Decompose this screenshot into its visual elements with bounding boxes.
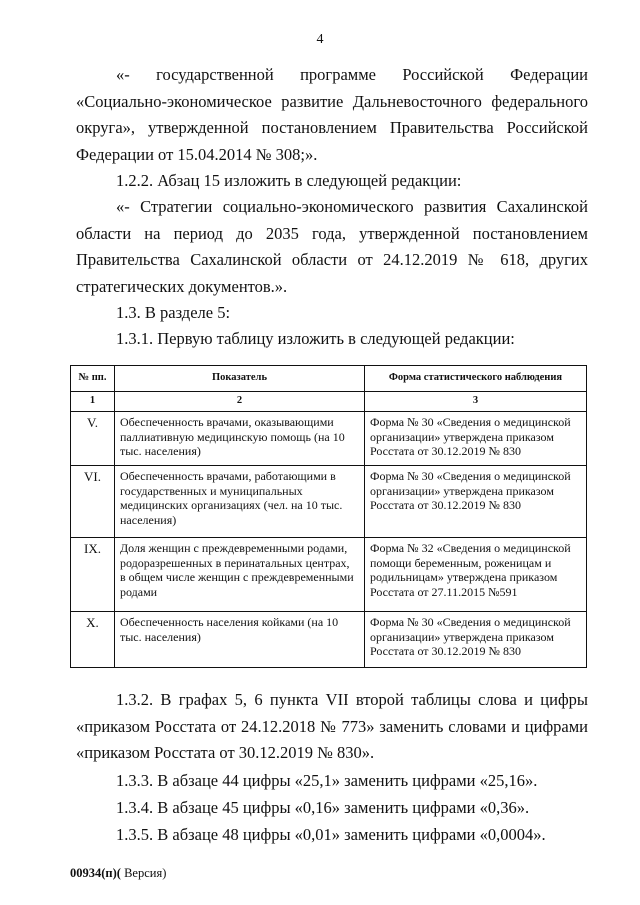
row-indicator: Обеспеченность врачами, работающими в государственных и муниципальных медицинских организациях (чел. на 10 тыс. населения) <box>115 466 365 538</box>
header-indicator: Показатель <box>115 366 365 392</box>
row-form: Форма № 30 «Сведения о медицинской организации» утверждена приказом Росстата от 30.12.2019 № 830 <box>365 612 587 668</box>
column-number-3: 3 <box>365 392 587 412</box>
document-code-footer <box>70 866 166 881</box>
row-number: X. <box>71 612 115 668</box>
column-number-2: 2 <box>115 392 365 412</box>
table-row <box>71 466 587 538</box>
row-number: V. <box>71 412 115 466</box>
paragraph-state-program: «- государственной программе Российской Федерации «Социально-экономическое развитие Дальневосточного федерального округа», утвержденной постановлением Правительства Российской Федерации от 15.04.2014 № 308;». <box>76 65 588 164</box>
paragraph-strategy: «- Стратегии социально-экономического развития Сахалинской области на период до 2035 года, утвержденной постановлением Правительства Сахалинской области от 24.12.2019 № 618, других стратегических документов.». <box>76 197 588 296</box>
row-number: VI. <box>71 466 115 538</box>
column-number-1: 1 <box>71 392 115 412</box>
page-number: 4 <box>316 32 324 47</box>
paragraph-1-2-2: 1.2.2. Абзац 15 изложить в следующей редакции: <box>116 171 462 190</box>
row-indicator: Обеспеченность населения койками (на 10 тыс. населения) <box>115 612 365 668</box>
table-column-numbers-row <box>71 392 587 412</box>
paragraph-1-3-4: 1.3.4. В абзаце 45 цифры «0,16» заменить цифрами «0,36». <box>116 798 530 817</box>
paragraph-1-3-1: 1.3.1. Первую таблицу изложить в следующей редакции: <box>116 329 515 348</box>
table-row <box>71 538 587 612</box>
table-header-row <box>71 366 587 392</box>
row-number: IX. <box>71 538 115 612</box>
table-row <box>71 412 587 466</box>
paragraph-1-3-5: 1.3.5. В абзаце 48 цифры «0,01» заменить цифрами «0,0004». <box>116 825 546 844</box>
document-version: Версия) <box>120 866 167 880</box>
row-form: Форма № 30 «Сведения о медицинской организации» утверждена приказом Росстата от 30.12.2019 № 830 <box>365 412 587 466</box>
header-number: № пп. <box>71 366 115 392</box>
indicators-table <box>70 365 586 668</box>
header-form: Форма статистического наблюдения <box>365 366 587 392</box>
row-form: Форма № 32 «Сведения о медицинской помощи беременным, роженицам и родильницам» утверждена приказом Росстата от 27.11.2015 №591 <box>365 538 587 612</box>
document-code: 00934(п)( <box>70 866 121 880</box>
paragraph-1-3-3: 1.3.3. В абзаце 44 цифры «25,1» заменить цифрами «25,16». <box>116 771 538 790</box>
paragraph-1-3: 1.3. В разделе 5: <box>116 303 231 322</box>
row-form: Форма № 30 «Сведения о медицинской организации» утверждена приказом Росстата от 30.12.2019 № 830 <box>365 466 587 538</box>
paragraph-1-3-2: 1.3.2. В графах 5, 6 пункта VII второй таблицы слова и цифры «приказом Росстата от 24.12.2018 № 773» заменить словами и цифрами «приказом Росстата от 30.12.2019 № 830». <box>76 690 588 762</box>
table-row <box>71 612 587 668</box>
row-indicator: Обеспеченность врачами, оказывающими паллиативную медицинскую помощь (на 10 тыс. населения) <box>115 412 365 466</box>
row-indicator: Доля женщин с преждевременными родами, родоразрешенных в перинатальных центрах, в общем числе женщин с преждевременными родами <box>115 538 365 612</box>
